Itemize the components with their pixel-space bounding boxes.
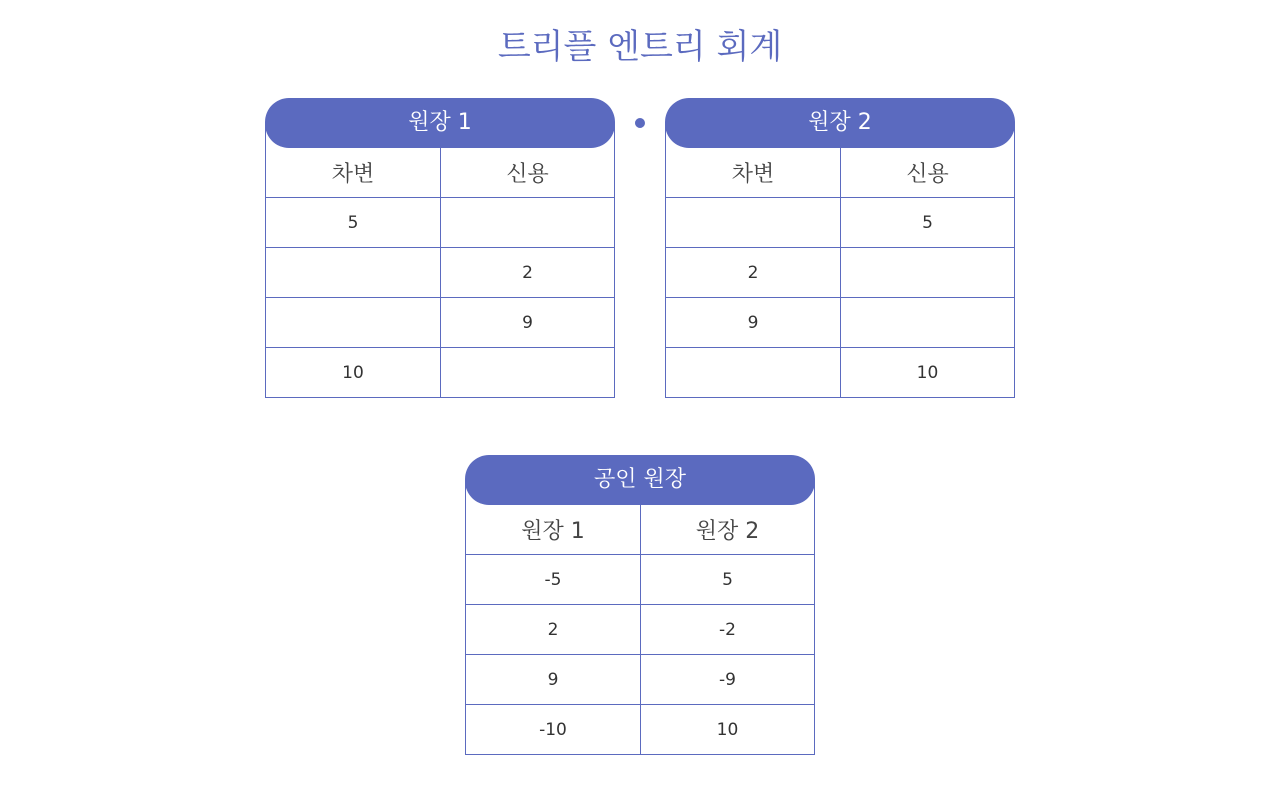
table-row xyxy=(466,605,814,655)
table-row xyxy=(666,248,1014,298)
ledger-2-table xyxy=(665,98,1015,398)
debit-cell xyxy=(666,348,840,397)
ledger-1-grid xyxy=(265,123,615,398)
table-row xyxy=(466,555,814,605)
column-header-credit: 신용 xyxy=(840,148,1014,197)
ledger-2-cell: -2 xyxy=(640,605,814,654)
table-row xyxy=(266,198,614,248)
shared-ledger-table xyxy=(465,455,815,755)
column-header-row xyxy=(466,505,814,555)
column-header-ledger-1: 원장 1 xyxy=(521,519,585,544)
table-row xyxy=(666,298,1014,348)
ledger-1-header: 원장 1 xyxy=(265,98,615,148)
column-header-debit: 차변 xyxy=(331,162,375,187)
debit-cell: 2 xyxy=(747,262,759,283)
table-row xyxy=(266,298,614,348)
ledger-1-table xyxy=(265,98,615,398)
table-row xyxy=(266,248,614,298)
table-row xyxy=(466,655,814,705)
credit-cell xyxy=(840,298,1014,347)
column-header-debit: 차변 xyxy=(731,162,775,187)
ledger-2-grid xyxy=(665,123,1015,398)
ledger-2-cell: 10 xyxy=(640,705,814,754)
credit-cell xyxy=(440,198,614,247)
ledger-1-cell: 2 xyxy=(547,619,559,640)
table-row xyxy=(266,348,614,398)
credit-cell xyxy=(840,248,1014,297)
debit-cell: 10 xyxy=(342,362,364,383)
column-header-ledger-2: 원장 2 xyxy=(640,505,814,554)
connector-dot xyxy=(635,118,645,128)
shared-ledger-grid xyxy=(465,480,815,755)
column-header-row xyxy=(666,148,1014,198)
ledger-1-cell: -5 xyxy=(544,569,562,590)
credit-cell: 2 xyxy=(440,248,614,297)
debit-cell xyxy=(266,298,440,347)
ledger-1-cell: -10 xyxy=(539,719,567,740)
debit-cell xyxy=(266,248,440,297)
debit-cell: 9 xyxy=(747,312,759,333)
table-row xyxy=(466,705,814,755)
table-row xyxy=(666,348,1014,398)
ledger-2-cell: 5 xyxy=(640,555,814,604)
credit-cell: 5 xyxy=(840,198,1014,247)
debit-cell xyxy=(666,198,840,247)
shared-ledger-header: 공인 원장 xyxy=(465,455,815,505)
ledger-1-cell: 9 xyxy=(547,669,559,690)
ledger-2-cell: -9 xyxy=(640,655,814,704)
debit-cell: 5 xyxy=(347,212,359,233)
table-row xyxy=(666,198,1014,248)
ledger-2-header: 원장 2 xyxy=(665,98,1015,148)
credit-cell: 9 xyxy=(440,298,614,347)
column-header-row xyxy=(266,148,614,198)
credit-cell: 10 xyxy=(840,348,1014,397)
credit-cell xyxy=(440,348,614,397)
page-title: 트리플 엔트리 회계 xyxy=(497,27,783,67)
column-header-credit: 신용 xyxy=(440,148,614,197)
